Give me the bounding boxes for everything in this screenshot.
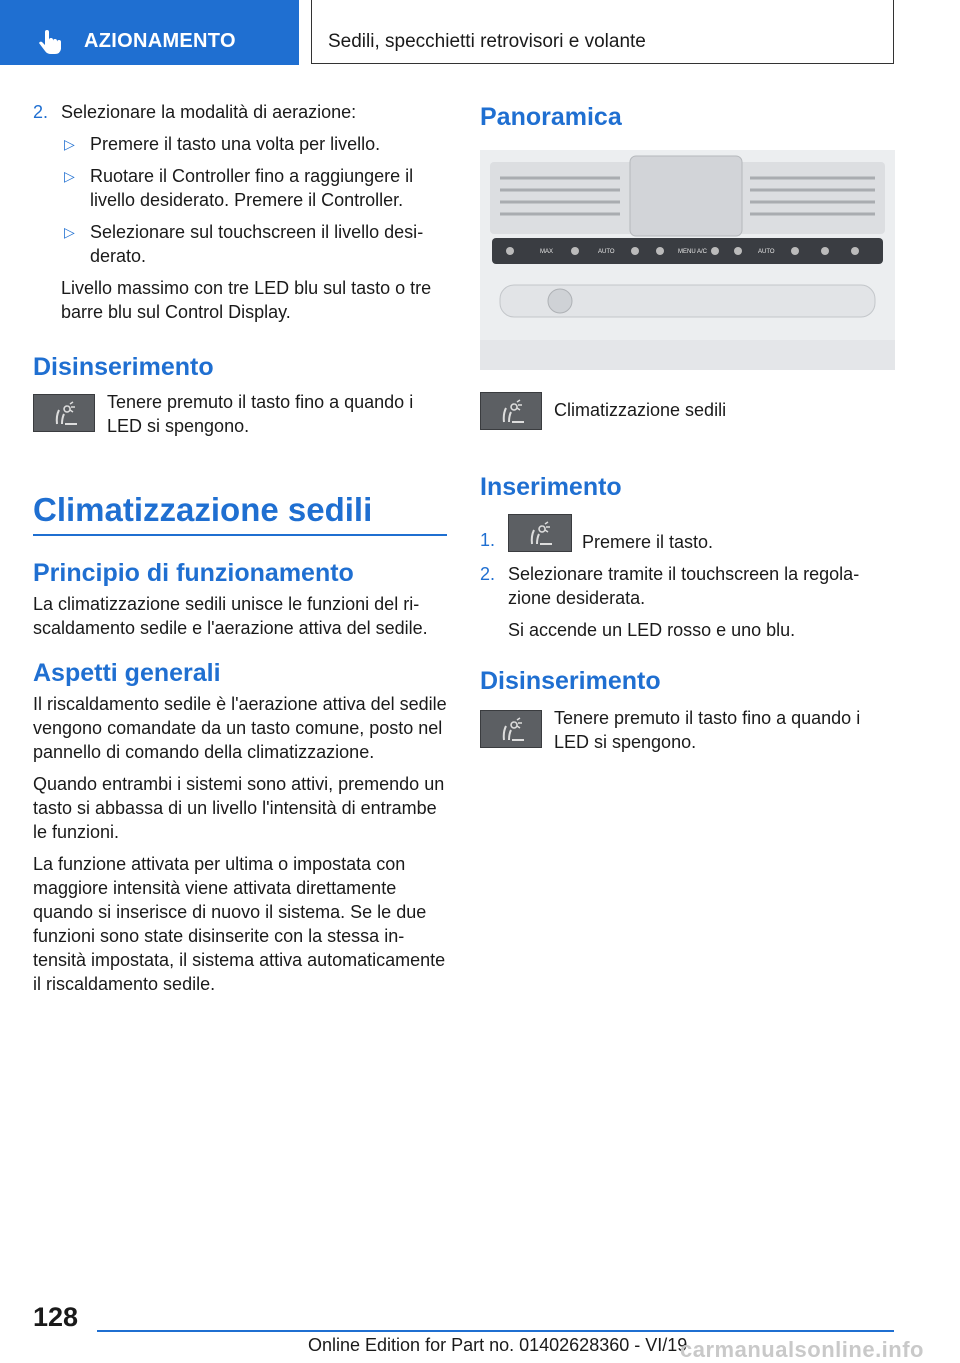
section-tab [0, 0, 299, 65]
step-number: 1. [480, 530, 496, 550]
climate-panel-drawing [480, 150, 895, 370]
page-number: 128 [33, 1302, 79, 1332]
off-heading: Disinserimento [33, 353, 214, 381]
section-label: AZIONAMENTO [84, 30, 236, 52]
triangle-bullet-icon: ▷ [64, 224, 75, 240]
off-text: Tenere premuto il tasto fino a quando i LED si spengono. [554, 708, 861, 752]
seat-climate-legend [480, 392, 895, 436]
off-instruction [480, 706, 895, 754]
step-1 [480, 514, 895, 554]
step-2 [33, 100, 447, 124]
general-paragraph-3: La funzione attivata per ultima o impostata con maggiore intensità viene attivata direttamente quando si inserisce di nuovo il sistema. Se le due funzioni sono state disinserite con la stessa intensità impostata, il sistema attiva automaticamente il riscaldamento sedile. [33, 854, 446, 994]
chapter-header [311, 0, 894, 64]
climate-panel-image [480, 150, 895, 370]
seat-climate-button-icon [33, 394, 95, 432]
triangle-bullet-icon: ▷ [64, 136, 75, 152]
general-heading: Aspetti generali [33, 659, 221, 687]
seat-climate-button-icon [508, 514, 572, 552]
step-2 [480, 562, 895, 610]
right-column [480, 100, 895, 754]
off-heading: Disinserimento [480, 667, 661, 695]
legend-caption: Climatizzazione sedili [554, 400, 727, 420]
hand-pointer-icon [36, 28, 66, 58]
principle-heading: Principio di funzionamento [33, 559, 354, 587]
step-number: 2. [480, 564, 496, 584]
panel-label-max: MAX [540, 249, 554, 255]
step-number: 2. [33, 102, 49, 122]
sub-item-text: Ruotare il Controller fino a raggiungere il livello desiderato. Premere il Controller. [90, 166, 414, 210]
overview-heading: Panoramica [480, 103, 622, 131]
sub-item-1 [33, 132, 447, 156]
panel-label-menu: MENU A/C [678, 249, 708, 255]
off-instruction [33, 390, 447, 438]
panel-label-auto-right: AUTO [758, 249, 775, 255]
step-text: Selezionare la modalità di aerazione: [61, 102, 357, 122]
sub-item-2 [33, 164, 447, 212]
sub-item-text: Selezionare sul touchscreen il livello desiderato. [90, 222, 424, 266]
general-paragraph-1: Il riscaldamento sedile è l'aerazione attiva del sedile vengono comandate da un tasto comune, posto nel pannello di comando della climatizzazione. [33, 694, 447, 762]
principle-text: La climatizzazione sedili unisce le funzioni del riscaldamento sedile e l'aerazione attiva del sedile. [33, 594, 428, 638]
watermark: carmanualsonline.info [680, 1337, 924, 1362]
step-text: Premere il tasto. [582, 532, 714, 552]
general-paragraph-2: Quando entrambi i sistemi sono attivi, premendo un tasto si abbassa di un livello l'intensità di entrambe le funzioni. [33, 774, 445, 842]
heading-rule [33, 534, 447, 536]
chapter-title: Sedili, specchietti retrovisori e volante [328, 31, 646, 52]
left-column [33, 100, 447, 1004]
sub-item-text: Premere il tasto una volta per livello. [90, 134, 381, 154]
footer-rule [97, 1330, 894, 1332]
triangle-bullet-icon: ▷ [64, 168, 75, 184]
sub-item-3 [33, 220, 447, 268]
on-heading: Inserimento [480, 473, 622, 501]
panel-label-auto-left: AUTO [598, 249, 615, 255]
edition-text: Online Edition for Part no. 01402628360 - VI/19 [308, 1335, 688, 1355]
seat-climate-button-icon [480, 392, 542, 430]
seat-climate-button-icon [480, 710, 542, 748]
step-2-note: Si accende un LED rosso e uno blu. [508, 620, 796, 640]
step-text: Selezionare tramite il touchscreen la regolazione desiderata. [508, 564, 860, 608]
max-level-note: Livello massimo con tre LED blu sul tasto o tre barre blu sul Control Display. [61, 278, 432, 322]
main-heading: Climatizzazione sedili [33, 491, 373, 528]
off-text: Tenere premuto il tasto fino a quando i LED si spengono. [107, 392, 414, 436]
